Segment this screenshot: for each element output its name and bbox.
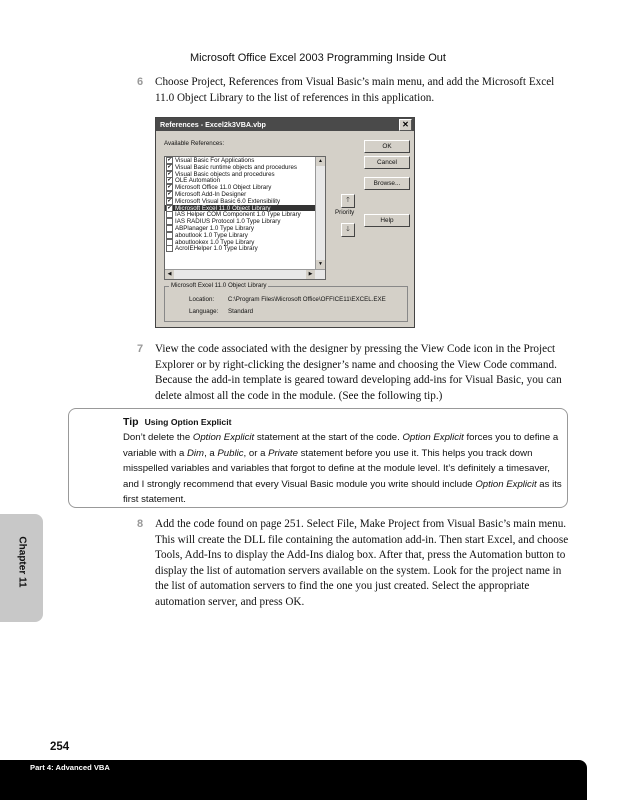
step-text: Choose Project, References from Visual Basic’s main menu, and add the Microsoft Excel 11.0 Object Library to the list of references in this application. <box>155 76 555 104</box>
reference-item[interactable] <box>165 232 325 239</box>
scroll-left-icon[interactable]: ◀ <box>165 270 174 279</box>
reference-label: IAS RADIUS Protocol 1.0 Type Library <box>175 218 281 226</box>
reference-label: Microsoft Visual Basic 6.0 Extensibility <box>175 197 281 205</box>
location-label: Location: <box>189 296 215 303</box>
reference-label: OLE Automation <box>175 177 221 185</box>
location-row <box>189 296 386 303</box>
reference-label: Microsoft Add-In Designer <box>175 191 247 199</box>
location-value: C:\Program Files\Microsoft Office\OFFICE11\EXCEL.EXE <box>227 296 386 303</box>
step-number: 7 <box>137 343 144 355</box>
running-header: Microsoft Office Excel 2003 Programming Inside Out <box>190 52 446 64</box>
chapter-tab-label: Chapter 11 <box>16 536 28 588</box>
browse-button[interactable]: Browse... <box>364 177 410 190</box>
tip-box <box>68 408 568 508</box>
step-8 <box>137 517 570 611</box>
tip-content <box>123 415 563 507</box>
reference-label: Microsoft Office 11.0 Object Library <box>175 184 272 192</box>
reference-item[interactable] <box>165 211 325 218</box>
library-info-group <box>164 282 408 322</box>
reference-item[interactable] <box>165 198 325 205</box>
scroll-up-icon[interactable]: ▲ <box>316 157 325 166</box>
reference-item[interactable] <box>165 239 325 246</box>
references-list[interactable] <box>164 156 326 280</box>
close-icon[interactable]: ✕ <box>399 119 412 131</box>
reference-rows <box>165 157 325 252</box>
step-text: Add the code found on page 251. Select File, Make Project from Visual Basic’s main menu. This will create the DLL file containing the automation add-in. Then start Excel, and choose Tools, Add-Ins to display the Add-Ins dialog box. After that, press the Automation button to display the list of automation servers available on the system. Look for the project name in the list of automation servers to find the one you just created. Select the appropriate automation server, and press OK. <box>155 518 569 608</box>
help-button[interactable]: Help <box>364 214 410 227</box>
reference-item[interactable] <box>165 171 325 178</box>
reference-item[interactable] <box>165 157 325 164</box>
step-number: 8 <box>137 518 144 530</box>
reference-item[interactable] <box>165 191 325 198</box>
reference-item[interactable] <box>165 177 325 184</box>
reference-label: Visual Basic For Applications <box>175 157 255 165</box>
priority-label: Priority <box>335 209 355 216</box>
checkbox-checked-icon[interactable]: ✔ <box>167 163 172 170</box>
step-text: View the code associated with the designer by pressing the View Code icon in the Project Explorer or by right-clicking the designer’s name and choosing the View Code command. Because the add-in template is geared toward developing add-ins for Visual Basic, you can delete almost all the code in the module. (See the following tip.) <box>155 343 562 402</box>
vertical-scrollbar[interactable] <box>315 157 325 269</box>
references-dialog <box>155 117 415 328</box>
cancel-button[interactable]: Cancel <box>364 156 410 169</box>
scroll-right-icon[interactable]: ▶ <box>306 270 315 279</box>
page-number: 254 <box>50 741 70 753</box>
priority-down-icon[interactable]: 🡓 <box>341 223 355 237</box>
reference-item[interactable] <box>165 184 325 191</box>
language-label: Language: <box>189 308 219 315</box>
reference-label: IAS Helper COM Component 1.0 Type Library <box>175 211 301 219</box>
group-title: Microsoft Excel 11.0 Object Library <box>171 282 267 289</box>
tip-body: Don’t delete the Option Explicit statement at the start of the code. Option Explicit forces you to define a variable with a Dim, a Public, or a Private statement before you use it. This helps you track down misspelled variables and variables that forgot to define at the module level. It’s definitely a timesaver, and I strongly recommend that every Visual Basic module you write should include Option Explicit as its first statement. <box>123 432 562 506</box>
reference-label: aboutlook 1.0 Type Library <box>175 231 248 239</box>
horizontal-scrollbar[interactable] <box>165 269 325 279</box>
reference-label: aboutlookex 1.0 Type Library <box>175 238 255 246</box>
checkbox-checked-icon[interactable]: ✔ <box>167 170 172 177</box>
language-row <box>189 308 253 315</box>
reference-label: AcroIEHelper 1.0 Type Library <box>175 245 258 253</box>
reference-label: ABPlanager 1.0 Type Library <box>175 225 254 233</box>
reference-label: Visual Basic runtime objects and procedures <box>175 163 297 171</box>
checkbox-checked-icon[interactable]: ✔ <box>167 190 172 197</box>
reference-item[interactable] <box>165 218 325 225</box>
step-number: 6 <box>137 76 144 88</box>
checkbox-empty-icon[interactable] <box>166 245 173 252</box>
tip-label: Tip <box>123 416 139 428</box>
reference-item[interactable] <box>165 245 325 252</box>
available-references-label: Available References: <box>164 140 225 147</box>
scroll-down-icon[interactable]: ▼ <box>316 260 325 269</box>
step-6 <box>137 75 570 106</box>
dialog-title-bar <box>156 118 414 131</box>
checkbox-checked-icon[interactable]: ✔ <box>167 177 172 184</box>
checkbox-checked-icon[interactable]: ✔ <box>167 157 172 163</box>
reference-label: Visual Basic objects and procedures <box>175 170 275 178</box>
language-value: Standard <box>227 308 254 315</box>
checkbox-checked-icon[interactable]: ✔ <box>167 197 172 204</box>
priority-up-icon[interactable]: 🡑 <box>341 194 355 208</box>
reference-item[interactable] <box>165 164 325 171</box>
footer-part-title: Part 4: Advanced VBA <box>30 763 110 772</box>
step-7 <box>137 342 570 404</box>
checkbox-checked-icon[interactable]: ✔ <box>167 204 172 211</box>
reference-item[interactable] <box>165 205 325 212</box>
checkbox-checked-icon[interactable]: ✔ <box>167 184 172 191</box>
ok-button[interactable]: OK <box>364 140 410 153</box>
reference-item[interactable] <box>165 225 325 232</box>
tip-heading <box>123 415 563 430</box>
tip-title: Using Option Explicit <box>144 417 232 427</box>
dialog-title: References - Excel2k3VBA.vbp <box>160 120 266 129</box>
reference-label: Microsoft Excel 11.0 Object Library <box>175 204 271 212</box>
